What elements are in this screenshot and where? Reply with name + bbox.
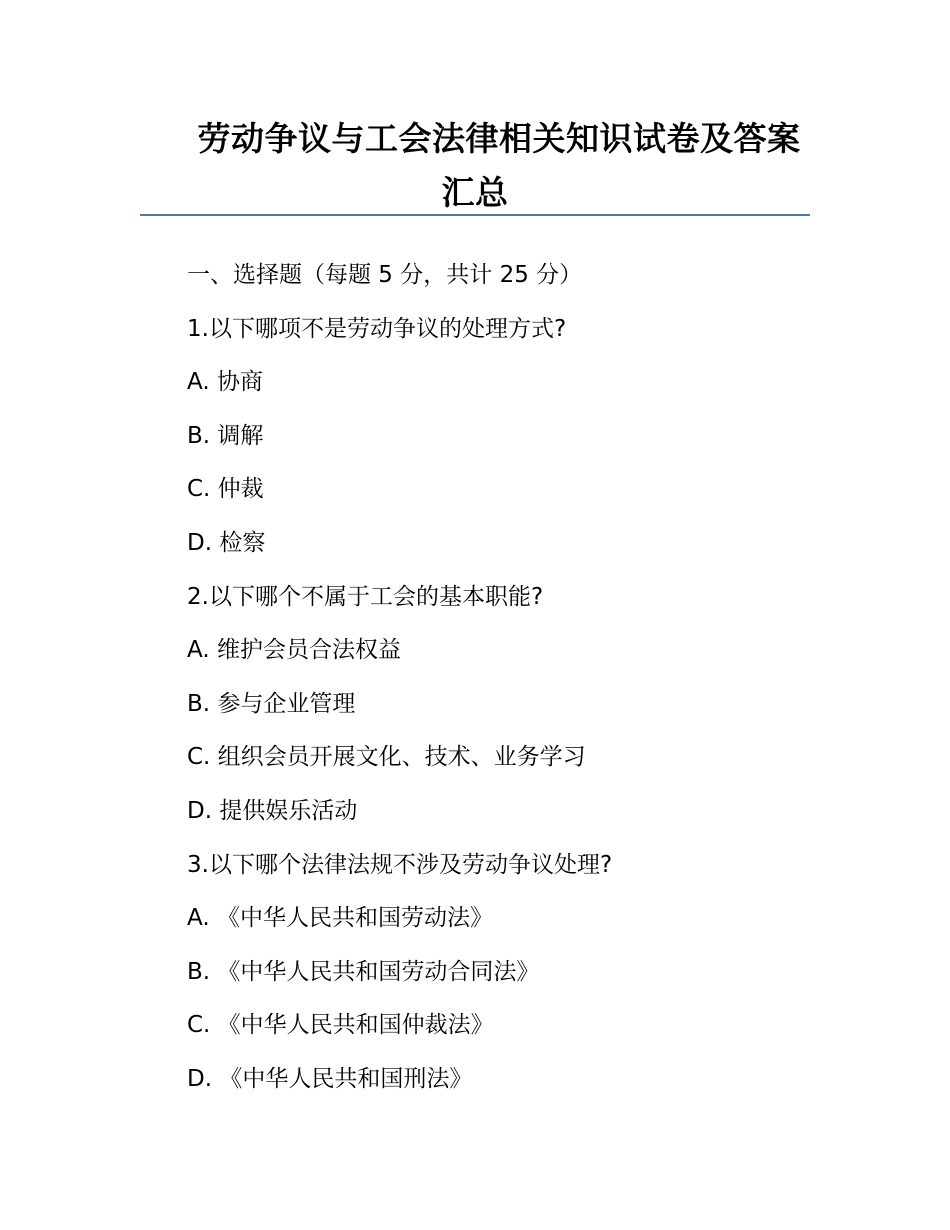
question-2-option-b: B. 参与企业管理 — [187, 690, 356, 717]
title-line-2: 汇总 — [441, 173, 509, 212]
question-2-option-d: D. 提供娱乐活动 — [187, 797, 358, 824]
title-divider — [140, 214, 810, 216]
question-1: 1.以下哪项不是劳动争议的处理方式? — [187, 315, 567, 342]
title-line-1: 劳动争议与工会法律相关知识试卷及答案 — [197, 119, 801, 158]
question-2-option-c: C. 组织会员开展文化、技术、业务学习 — [187, 744, 586, 771]
question-2: 2.以下哪个不属于工会的基本职能? — [187, 583, 544, 610]
question-3-option-b: B. 《中华人民共和国劳动合同法》 — [187, 958, 540, 985]
question-1-option-c: C. 仲裁 — [187, 476, 264, 503]
document-body — [187, 248, 827, 1106]
question-2-option-a: A. 维护会员合法权益 — [187, 637, 401, 664]
question-1-option-b: B. 调解 — [187, 422, 264, 449]
question-3-option-c: C. 《中华人民共和国仲裁法》 — [187, 1012, 494, 1039]
question-1-option-d: D. 检察 — [187, 529, 266, 556]
question-3-option-a: A. 《中华人民共和国劳动法》 — [187, 905, 493, 932]
question-3: 3.以下哪个法律法规不涉及劳动争议处理? — [187, 851, 613, 878]
document-title — [140, 112, 810, 220]
question-1-option-a: A. 协商 — [187, 369, 263, 396]
question-3-option-d: D. 《中华人民共和国刑法》 — [187, 1065, 473, 1092]
section-heading: 一、选择题（每题 5 分，共计 25 分） — [187, 262, 583, 288]
